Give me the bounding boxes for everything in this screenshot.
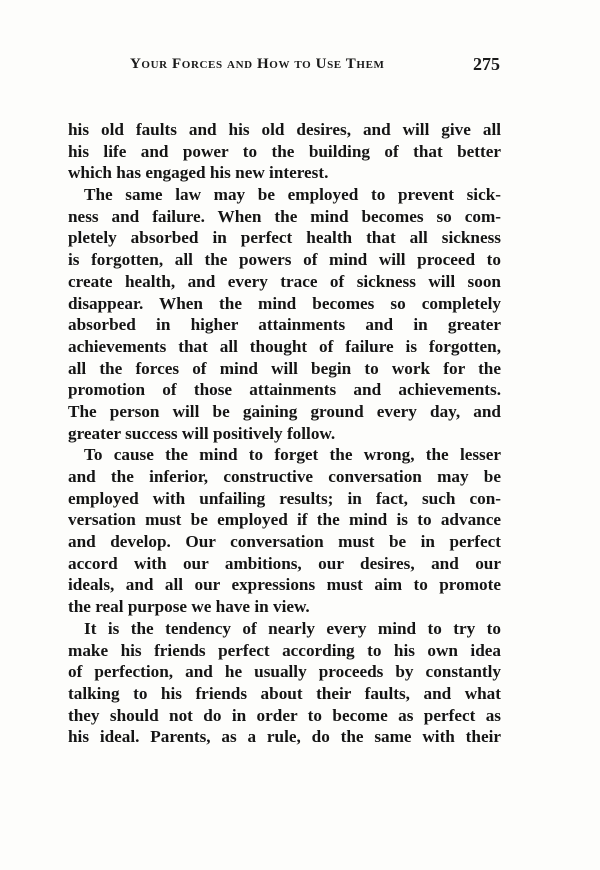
text-line: his life and power to the building of that better: [68, 141, 501, 161]
text-line: all the forces of mind will begin to work for the: [68, 358, 501, 378]
text-line: his ideal. Parents, as a rule, do the same with their: [68, 727, 501, 747]
running-title: Your Forces and How to Use Them: [130, 56, 385, 72]
text-line: To cause the mind to forget the wrong, the lesser: [84, 445, 501, 465]
text-line: they should not do in order to become as perfect as: [68, 705, 501, 725]
text-line: The person will be gaining ground every day, and: [68, 401, 501, 421]
text-line: accord with our ambitions, our desires, and our: [68, 553, 501, 573]
text-line: and the inferior, constructive conversation may be: [68, 467, 501, 486]
text-line: employed with unfailing results; in fact, such con-: [68, 488, 501, 508]
body-text: [68, 119, 501, 748]
text-line: achievements that all thought of failure is forgotten,: [68, 336, 501, 356]
text-line: is forgotten, all the powers of mind will proceed to: [68, 250, 501, 270]
text-line: of perfection, and he usually proceeds by constantly: [68, 662, 501, 682]
text-line: talking to his friends about their faults, and what: [68, 683, 501, 703]
text-line: ness and failure. When the mind becomes so com-: [68, 206, 501, 226]
text-line: the real purpose we have in view.: [68, 597, 310, 617]
text-line: It is the tendency of nearly every mind to try to: [84, 618, 501, 638]
text-line: which has engaged his new interest.: [68, 163, 329, 183]
text-line: and develop. Our conversation must be in perfect: [68, 532, 501, 552]
text-line: create health, and every trace of sickness will soon: [68, 271, 501, 291]
text-line: absorbed in higher attainments and in greater: [68, 315, 501, 335]
running-header: [130, 56, 500, 80]
text-line: promotion of those attainments and achievements.: [68, 380, 501, 400]
text-line: disappear. When the mind becomes so completely: [68, 293, 501, 313]
text-line: versation must be employed if the mind is to advance: [68, 510, 501, 530]
page-number: 275: [473, 54, 500, 74]
text-line: ideals, and all our expressions must aim to promote: [68, 575, 501, 595]
text-line: his old faults and his old desires, and will give all: [68, 120, 501, 139]
text-line: greater success will positively follow.: [68, 423, 336, 443]
text-line: make his friends perfect according to his own idea: [68, 640, 501, 660]
text-line: The same law may be employed to prevent sick-: [84, 185, 501, 205]
text-line: pletely absorbed in perfect health that all sickness: [68, 228, 501, 248]
